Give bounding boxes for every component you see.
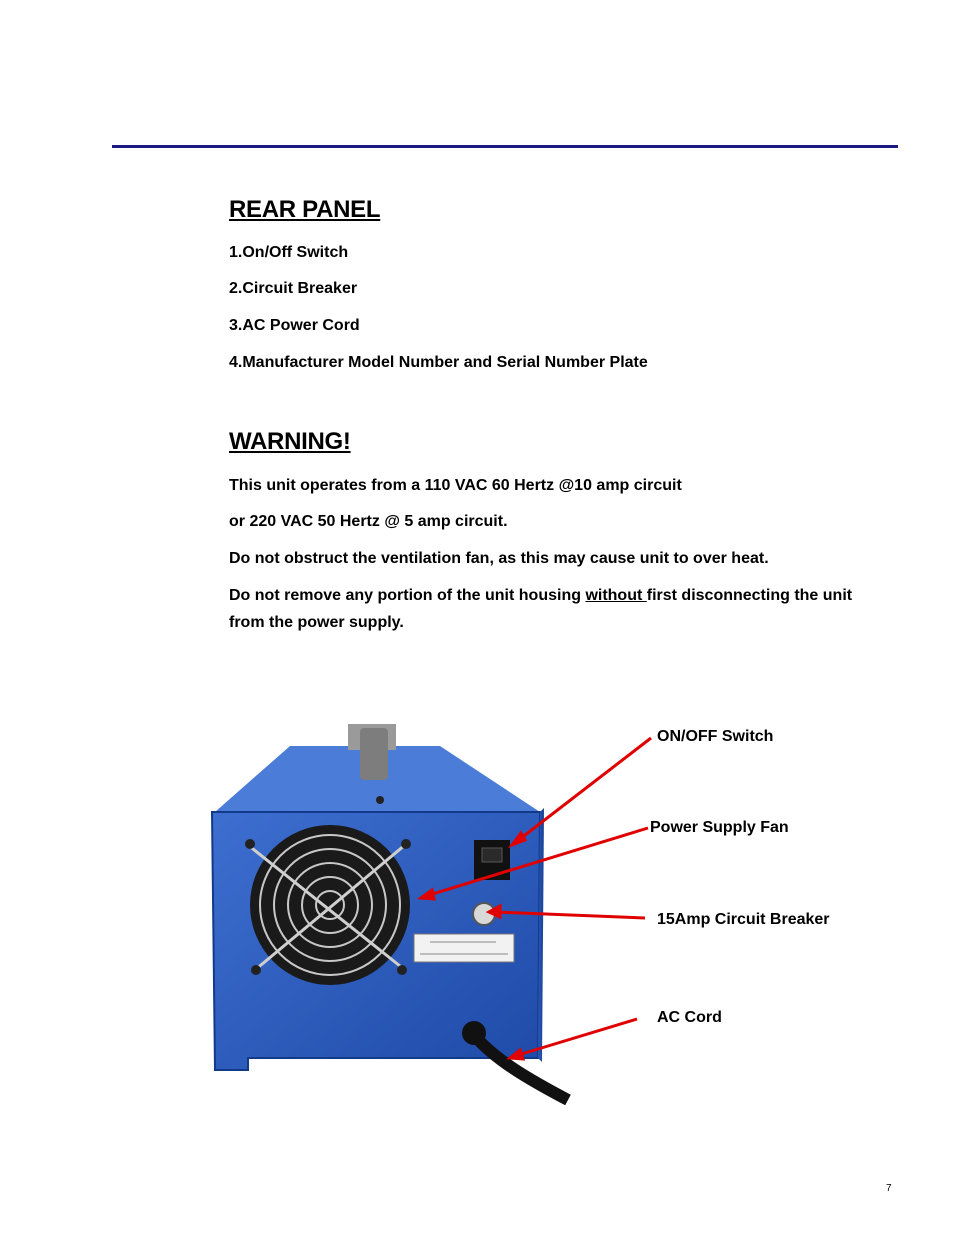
warning-line-2: or 220 VAC 50 Hertz @ 5 amp circuit. (229, 513, 508, 530)
rear-panel-item-3: 3.AC Power Cord (229, 317, 360, 334)
warning-heading: WARNING! (229, 428, 351, 455)
handle (360, 728, 388, 780)
callout-ac-cord: AC Cord (657, 1009, 722, 1026)
callout-on-off-switch: ON/OFF Switch (657, 728, 774, 745)
warning-line-4-pre: Do not remove any portion of the unit housing (229, 587, 586, 604)
warning-line-4-underlined: without (585, 587, 647, 604)
warning-line-4-post: first disconnecting the unit from the power supply. (229, 587, 853, 631)
page-number: 7 (886, 1183, 892, 1194)
rear-panel-item-1: 1.On/Off Switch (229, 244, 349, 261)
callout-power-supply-fan: Power Supply Fan (650, 819, 789, 836)
serial-number-plate (414, 934, 514, 962)
warning-line-3: Do not obstruct the ventilation fan, as this may cause unit to over heat. (229, 550, 769, 567)
rear-panel-item-4: 4.Manufacturer Model Number and Serial Number Plate (229, 354, 648, 371)
rear-panel-heading: REAR PANEL (229, 196, 381, 223)
callout-circuit-breaker: 15Amp Circuit Breaker (657, 911, 830, 928)
top-screw (376, 796, 384, 804)
rear-panel-item-2: 2.Circuit Breaker (229, 280, 358, 297)
warning-line-1: This unit operates from a 110 VAC 60 Hertz @10 amp circuit (229, 477, 682, 494)
